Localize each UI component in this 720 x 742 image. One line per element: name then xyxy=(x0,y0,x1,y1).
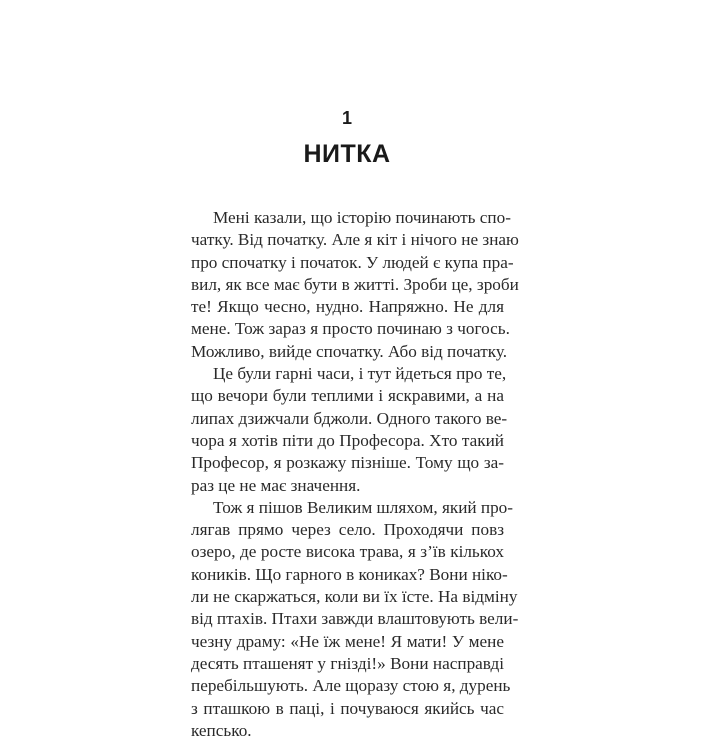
text-line: коників. Що гарного в кониках? Вони ніко- xyxy=(191,564,508,584)
text-line: що вечори були теплими і яскравими, а на xyxy=(191,386,504,406)
text-line: вил, як все має бути в житті. Зроби це, зроби xyxy=(191,274,519,294)
text-line: перебільшують. Але щоразу стою я, дурень xyxy=(191,676,511,696)
text-line: Професор, я розкажу пізніше. Тому що за- xyxy=(191,453,504,473)
text-line: кепсько. xyxy=(191,720,252,740)
text-line: від птахів. Птахи завжди влаштовують вели- xyxy=(191,609,519,629)
text-line: з пташкою в паці, і почуваюся якийсь час xyxy=(191,698,504,718)
chapter-title: НИТКА xyxy=(303,140,391,168)
text-line: мене. Тож зараз я просто починаю з чогось. xyxy=(191,319,510,339)
text-line: Мені казали, що історію починають спо- xyxy=(213,208,511,227)
text-line: про спочатку і початок. У людей є купа пра- xyxy=(191,252,514,272)
text-line: липах дзижчали бджоли. Одного такого ве- xyxy=(191,408,508,428)
paragraph-2 xyxy=(191,363,508,497)
chapter-body xyxy=(191,207,519,742)
text-line: Це були гарні часи, і тут йдеться про те, xyxy=(213,364,507,384)
text-line: раз це не має значення. xyxy=(191,475,361,495)
paragraph-1 xyxy=(191,207,519,363)
text-line: чора я хотів піти до Професора. Хто такий xyxy=(191,430,504,450)
text-line: чатку. Від початку. Але я кіт і нічого не знаю xyxy=(191,230,519,250)
text-line: Можливо, вийде спочатку. Або від початку. xyxy=(191,341,507,361)
chapter-number: 1 xyxy=(341,108,352,128)
text-line: те! Якщо чесно, нудно. Напряжно. Не для xyxy=(191,297,504,317)
text-line: ли не скаржаться, коли ви їх їсте. На відміну xyxy=(191,587,518,607)
text-line: десять пташенят у гнізді!» Вони насправді xyxy=(191,653,504,673)
text-line: озеро, де росте висока трава, я з’їв кількох xyxy=(191,542,504,562)
text-line: лягав прямо через село. Проходячи повз xyxy=(191,520,504,540)
paragraph-3 xyxy=(191,497,519,742)
text-line: Тож я пішов Великим шляхом, який про- xyxy=(213,497,513,517)
text-line: чезну драму: «Не їж мене! Я мати! У мене xyxy=(191,631,504,651)
